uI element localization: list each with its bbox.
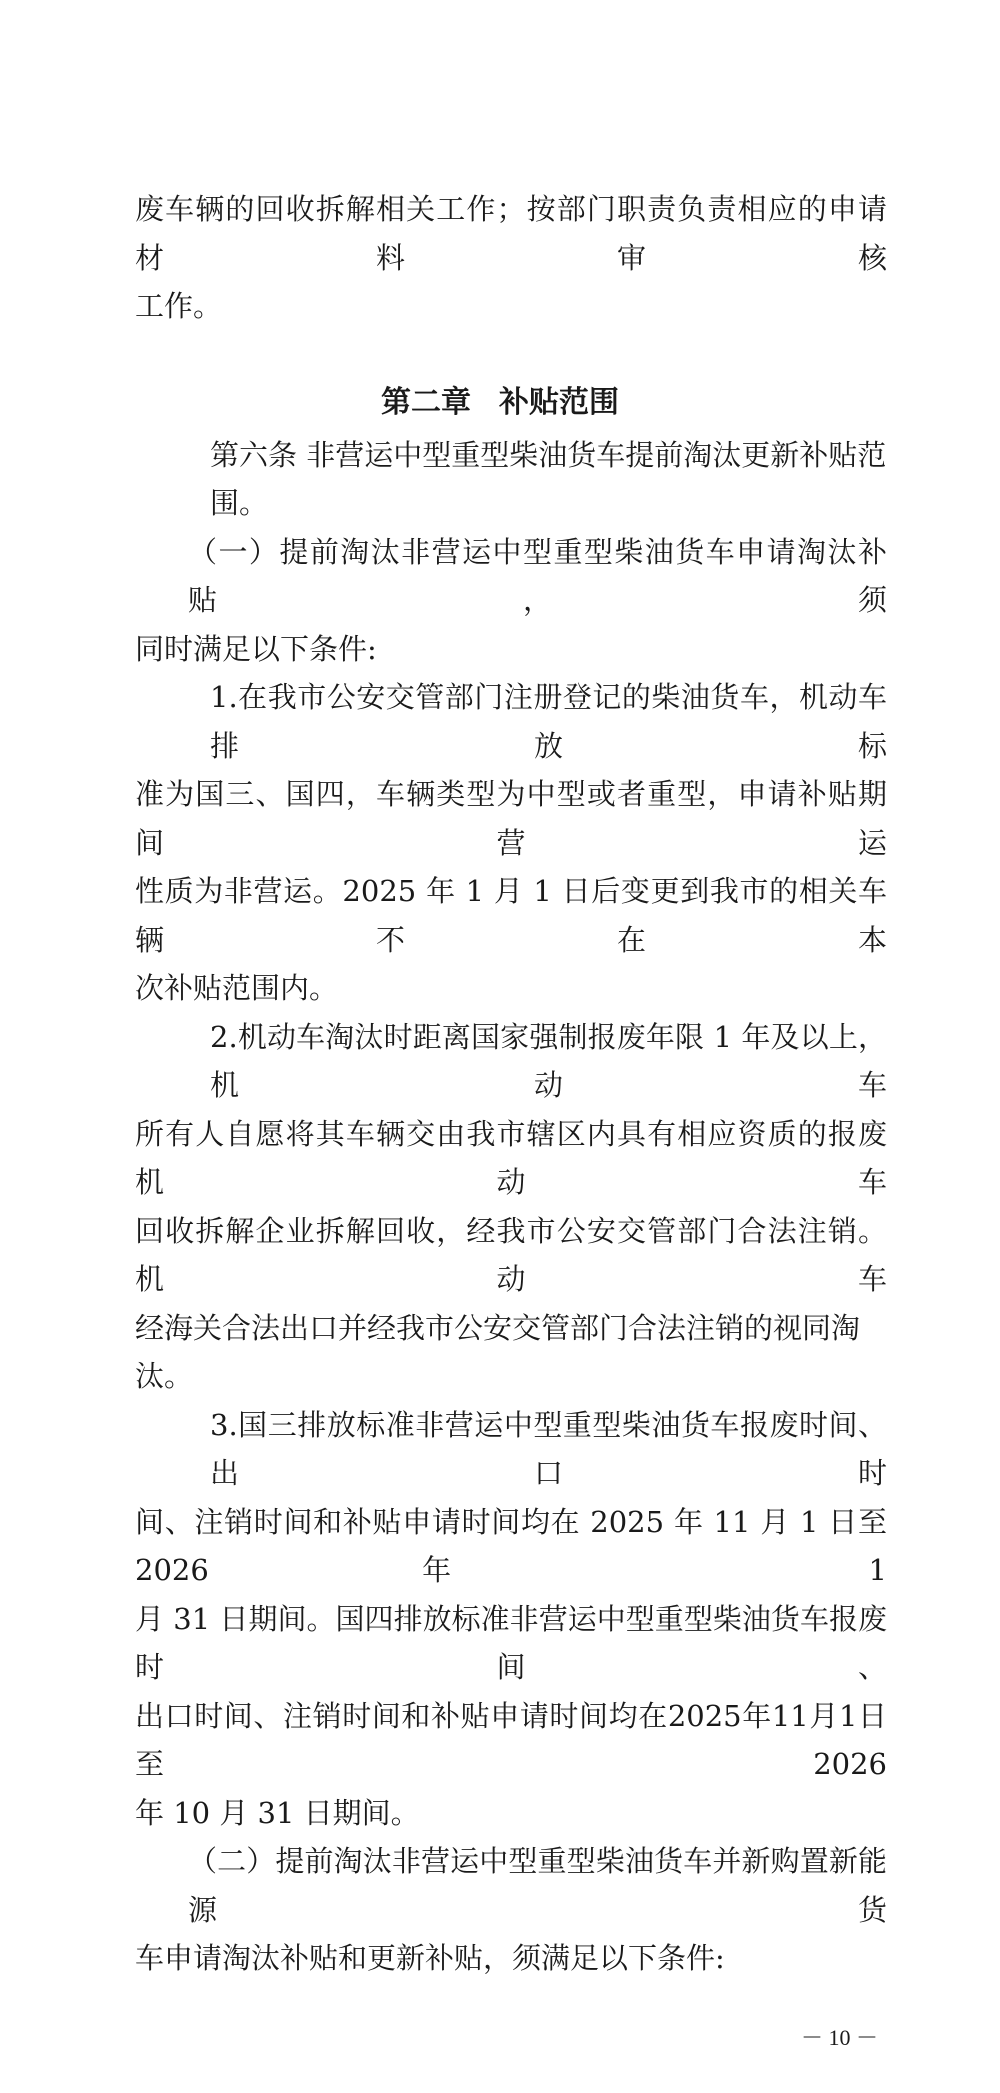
chapter-number: 第二章: [381, 384, 471, 420]
section-1-line-2: 同时满足以下条件:: [135, 631, 377, 666]
item-2-line-3: 回收拆解企业拆解回收，经我市公安交管部门合法注销。机动车: [135, 1213, 887, 1296]
item-3-line-2: 间、注销时间和补贴申请时间均在 2025 年 11 月 1 日至 2026 年 1: [135, 1504, 887, 1587]
item-2-line-1: 2.机动车淘汰时距离国家强制报废年限 1 年及以上，机动车: [210, 1019, 887, 1102]
page-number: － 10 －: [800, 2024, 878, 2050]
section-1-line-1: （一）提前淘汰非营运中型重型柴油货车申请淘汰补贴，须: [188, 534, 887, 617]
section-2-line-1: （二）提前淘汰非营运中型重型柴油货车并新购置新能源货: [188, 1844, 887, 1927]
item-1-line-1: 1.在我市公安交管部门注册登记的柴油货车，机动车排放标: [210, 680, 887, 763]
intro-line-2: 工作。: [135, 289, 223, 323]
item-2-line-4: 经海关合法出口并经我市公安交管部门合法注销的视同淘汰。: [135, 1310, 861, 1393]
item-3-line-4: 出口时间、注销时间和补贴申请时间均在2025年11月1日至2026: [135, 1698, 887, 1781]
item-1-line-2: 准为国三、国四，车辆类型为中型或者重型，申请补贴期间营运: [135, 777, 887, 860]
article-6-heading: 第六条 非营运中型重型柴油货车提前淘汰更新补贴范围。: [210, 437, 887, 520]
item-1-line-4: 次补贴范围内。: [135, 971, 339, 1005]
chapter-heading: [0, 379, 1000, 427]
item-1-line-3: 性质为非营运。2025 年 1 月 1 日后变更到我市的相关车辆不在本: [135, 874, 887, 957]
chapter-title: 补贴范围: [499, 384, 619, 420]
item-3-line-1: 3.国三排放标准非营运中型重型柴油货车报废时间、出口时: [210, 1407, 887, 1490]
item-3-line-5: 年 10 月 31 日期间。: [135, 1795, 420, 1830]
intro-line-1: 废车辆的回收拆解相关工作；按部门职责负责相应的申请材料审核: [135, 192, 887, 275]
item-3-line-3: 月 31 日期间。国四排放标准非营运中型重型柴油货车报废时间、: [135, 1601, 887, 1684]
item-2-line-2: 所有人自愿将其车辆交由我市辖区内具有相应资质的报废机动车: [135, 1116, 887, 1199]
section-2-line-2: 车申请淘汰补贴和更新补贴，须满足以下条件:: [135, 1941, 725, 1975]
